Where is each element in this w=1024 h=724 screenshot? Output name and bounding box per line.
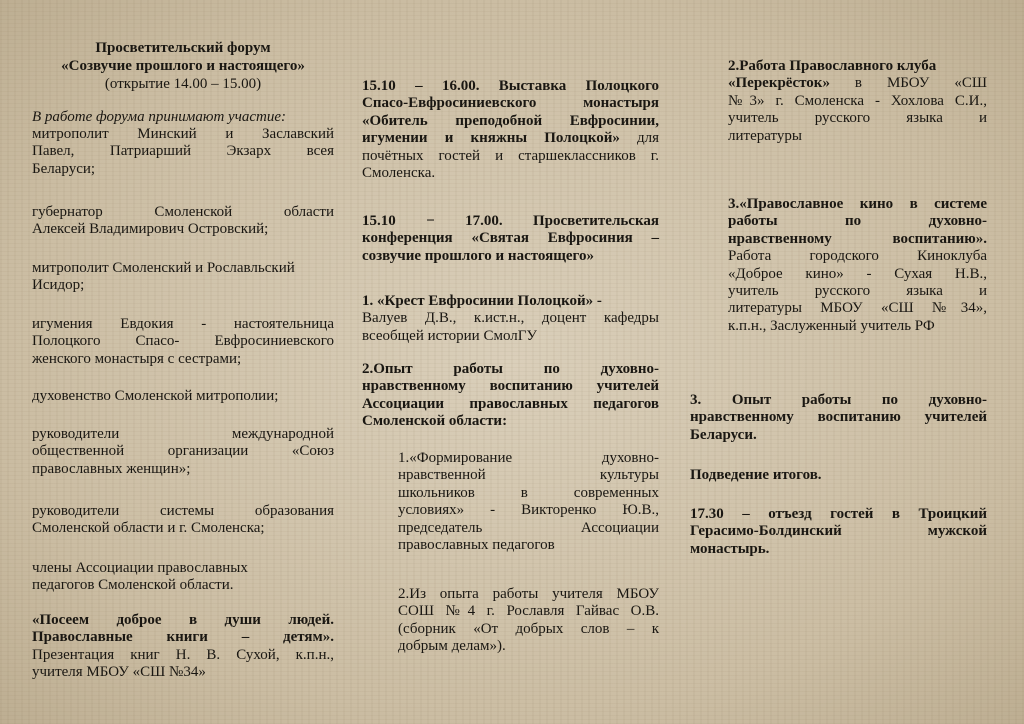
talk-2-sub-1: 1.«Формирование духовно- нравственной культуры школьников в современных условиях» - Викторенко Ю.В., председатель Ассоциации православных педагогов [398, 450, 659, 554]
participant-4: игумения Евдокия - настоятельница Полоцкого Спасо- Евфросиниевского женского монастыря с сестрами; [32, 316, 334, 367]
talk-2: 2.Опыт работы по духовно- нравственному воспитанию учителей Ассоциации православных педагогов Смоленской области: [362, 361, 659, 430]
participant-7: руководители системы образования Смоленской области и г. Смоленска; [32, 503, 334, 537]
participant-1: митрополит Минский и Заславский Павел, Патриарший Экзарх всея Беларуси; [32, 126, 334, 177]
forum-subtitle: «Созвучие прошлого и настоящего» [61, 58, 305, 74]
cinema-block: 3.«Православное кино в системе работы по духовно- нравственному воспитанию». Работа городского Киноклуба «Доброе кино» - Сухая Н.В., учитель русского языка и литературы МБОУ «СШ №34», к.п.н., Заслуженный учитель РФ [728, 196, 987, 334]
participants-heading: В работе форума принимают участие: [32, 109, 286, 125]
exhibition-block: 15.10 – 16.00. Выставка Полоцкого Спасо-Евфросиниевского монастыря «Обитель преподобной Евфросинии, игумении и княжны Полоцкой» для почётных гостей и старшеклассников г. Смоленска. [362, 78, 660, 182]
participant-8: члены Ассоциации православных педагогов Смоленской области. [32, 560, 248, 594]
conference-block: 15.10 − 17.00. Просветительская конференция «Святая Евфросиния – созвучие прошлого и настоящего» [362, 213, 659, 264]
books-presentation: «Посеем доброе в души людей. Православные книги – детям». Презентация книг Н. В. Сухой, к.п.н., учителя МБОУ «СШ №34» [32, 612, 334, 681]
participant-5: духовенство Смоленской митрополии; [32, 388, 279, 404]
talk-2-sub-2: 2.Из опыта работы учителя МБОУ СОШ №4 г. Рославля Гайвас О.В. (сборник «От добрых слов – к добрым делам»). [398, 586, 659, 655]
participant-2: губернатор Смоленской области Алексей Владимирович Островский; [32, 204, 334, 238]
talk-1: 1. «Крест Евфросинии Полоцкой» - Валуев Д.В., к.ист.н., доцент кафедры всеобщей истории СмолГУ [362, 293, 659, 344]
participant-3: митрополит Смоленский и Рославльский Исидор; [32, 260, 295, 294]
belarus-experience: 3. Опыт работы по духовно- нравственному воспитанию учителей Беларуси. [690, 392, 987, 443]
forum-opening-time: (открытие 14.00 – 15.00) [104, 76, 262, 92]
participant-6: руководители международной общественной организации «Союз православных женщин»; [32, 426, 334, 477]
departure: 17.30 – отъезд гостей в Троицкий Герасимо-Болдинский мужской монастырь. [690, 506, 987, 557]
club-work-block: 2.Работа Православного клуба «Перекрёсток» в МБОУ «СШ №3» г. Смоленска - Хохлова С.И., учитель русского языка и литературы [728, 58, 987, 144]
summary: Подведение итогов. [690, 467, 822, 483]
forum-title: Просветительский форум [95, 40, 271, 56]
